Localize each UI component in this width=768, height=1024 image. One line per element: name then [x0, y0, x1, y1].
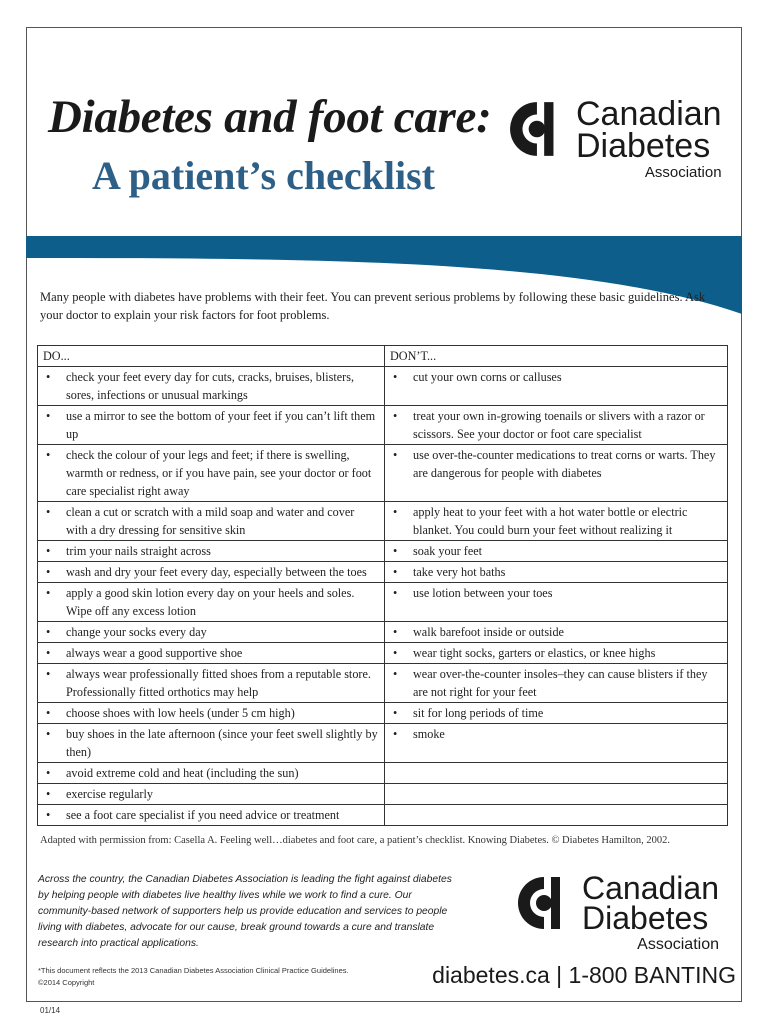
dont-item: • apply heat to your feet with a hot water bottle or electric blanket. You could burn your feet without realizing it [385, 502, 728, 541]
table-row [38, 763, 728, 784]
do-item: • change your socks every day [38, 622, 385, 643]
column-header-do: DO... [38, 346, 385, 367]
dont-item: • use lotion between your toes [385, 583, 728, 622]
table-row [38, 583, 728, 622]
dont-item [385, 805, 728, 826]
table-row [38, 367, 728, 406]
column-header-dont: DON’T... [385, 346, 728, 367]
guidelines-footnote [38, 965, 349, 989]
dont-item: • smoke [385, 724, 728, 763]
table-header-row [38, 346, 728, 367]
do-item: • use a mirror to see the bottom of your feet if you can’t lift them up [38, 406, 385, 445]
do-item: • clean a cut or scratch with a mild soap and water and cover with a dry dressing for sensitive skin [38, 502, 385, 541]
do-item: • buy shoes in the late afternoon (since your feet swell slightly by then) [38, 724, 385, 763]
dont-item [385, 763, 728, 784]
dont-item: • cut your own corns or calluses [385, 367, 728, 406]
dont-item: • wear tight socks, garters or elastics, or knee highs [385, 643, 728, 664]
do-item: • check your feet every day for cuts, cracks, bruises, blisters, sores, infections or unusual markings [38, 367, 385, 406]
table-row [38, 445, 728, 502]
dont-item [385, 784, 728, 805]
footnote-copyright: ©2014 Copyright [38, 978, 95, 987]
document-code: 01/14 [40, 1006, 61, 1015]
dont-item: • walk barefoot inside or outside [385, 622, 728, 643]
foot-care-checklist-table [37, 345, 728, 826]
dont-item: • use over-the-counter medications to treat corns or warts. They are dangerous for people with diabetes [385, 445, 728, 502]
do-item: • exercise regularly [38, 784, 385, 805]
dont-item: • wear over-the-counter insoles–they can cause blisters if they are not right for your feet [385, 664, 728, 703]
logo-text-canadian: Canadian [576, 95, 722, 133]
do-item: • always wear a good supportive shoe [38, 643, 385, 664]
dont-item: • sit for long periods of time [385, 703, 728, 724]
document-subtitle: A patient’s checklist [92, 153, 435, 198]
footnote-guidelines: *This document reflects the 2013 Canadian Diabetes Association Clinical Practice Guidelines. [38, 966, 349, 975]
mission-statement: Across the country, the Canadian Diabetes Association is leading the fight against diabetes by helping people with diabetes live healthy lives while we work to find a cure. Our community-based network of supporters help us provide education and services to people living with diabetes, advocate for our cause, break ground towards a cure and translate research into practical applications. [38, 874, 452, 949]
intro-paragraph: Many people with diabetes have problems with their feet. You can prevent serious problems by following these basic guidelines. Ask your doctor to explain your risk factors for foot problems. [40, 290, 706, 322]
cda-d-logo-icon [516, 873, 576, 933]
logo-text-association: Association [637, 935, 719, 953]
dont-item: • treat your own in-growing toenails or slivers with a razor or scissors. See your doctor or foot care specialist [385, 406, 728, 445]
table-row [38, 784, 728, 805]
table-row [38, 724, 728, 763]
logo-text-association: Association [644, 163, 722, 181]
dont-item: • soak your feet [385, 541, 728, 562]
do-item: • apply a good skin lotion every day on your heels and soles. Wipe off any excess lotion [38, 583, 385, 622]
do-item: • wash and dry your feet every day, especially between the toes [38, 562, 385, 583]
table-row [38, 562, 728, 583]
logo-text-diabetes: Diabetes [582, 900, 709, 937]
cda-logo-footer [516, 870, 719, 954]
table-row [38, 406, 728, 445]
cda-d-logo-icon [508, 98, 570, 160]
do-item: • trim your nails straight across [38, 541, 385, 562]
table-row [38, 622, 728, 643]
attribution-note: Adapted with permission from: Casella A. Feeling well…diabetes and foot care, a patient’s checklist. Knowing Diabetes. © Diabetes Hamilton, 2002. [40, 835, 670, 846]
cda-logo-header [508, 95, 722, 181]
do-item: • check the colour of your legs and feet; if there is swelling, warmth or redness, or if you have pain, see your doctor or foot care specialist right away [38, 445, 385, 502]
logo-text-diabetes: Diabetes [576, 127, 711, 166]
do-item: • choose shoes with low heels (under 5 cm high) [38, 703, 385, 724]
logo-text-canadian: Canadian [582, 870, 719, 906]
do-item: • always wear professionally fitted shoes from a reputable store. Professionally fitted orthotics may help [38, 664, 385, 703]
do-item: • avoid extreme cold and heat (including the sun) [38, 763, 385, 784]
dont-item: • take very hot baths [385, 562, 728, 583]
table-row [38, 703, 728, 724]
table-row [38, 664, 728, 703]
table-row [38, 502, 728, 541]
table-row [38, 643, 728, 664]
do-item: • see a foot care specialist if you need advice or treatment [38, 805, 385, 826]
contact-info: diabetes.ca | 1-800 BANTING [432, 962, 736, 988]
table-row [38, 805, 728, 826]
document-title: Diabetes and foot care: [48, 91, 492, 143]
table-row [38, 541, 728, 562]
